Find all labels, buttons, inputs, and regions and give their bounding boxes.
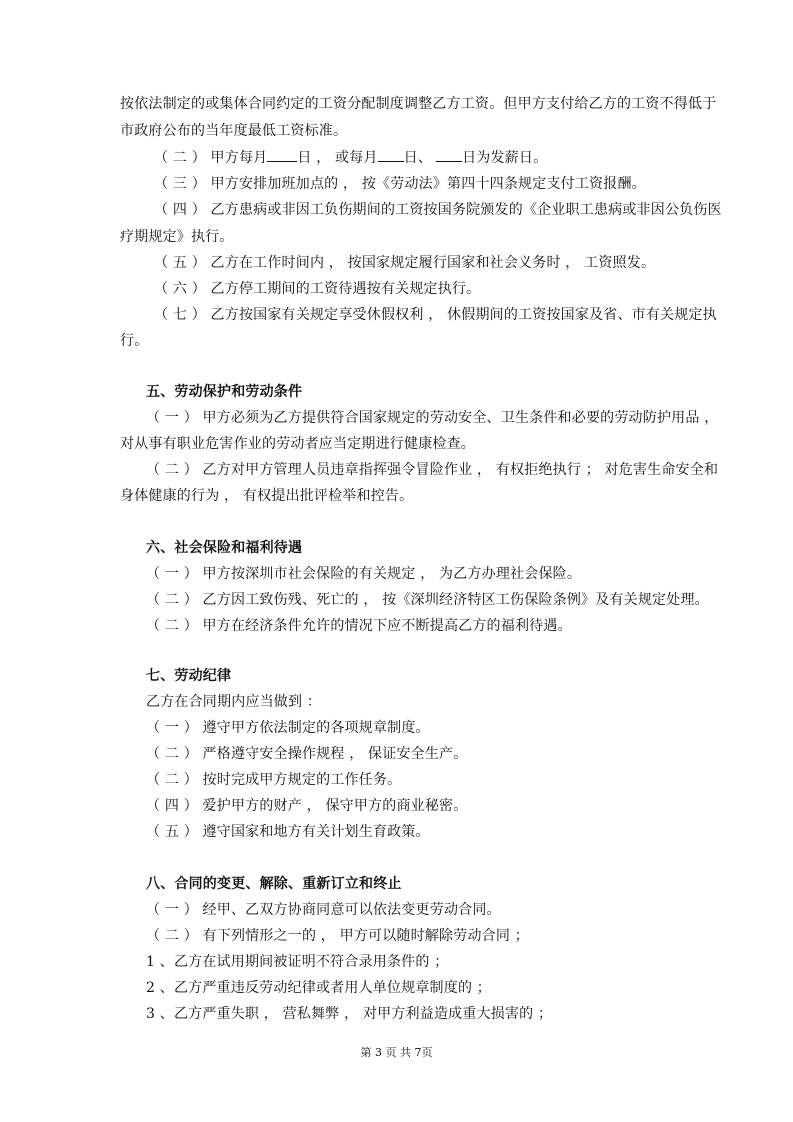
clause-overtime: （ 三 ） 甲方安排加班加点的 ， 按《劳动法》第四十四条规定支付工资报酬。 <box>154 176 646 192</box>
clause-text: （ 二 ） 严格遵守安全操作规程 ， 保证安全生产。 <box>146 746 468 762</box>
body-line: 按依法制定的或集体合同约定的工资分配制度调整乙方工资。但甲方支付给乙方的工资不得低于 <box>120 96 717 112</box>
clause-text: （ 一 ） 经甲、乙双方协商同意可以依法变更劳动合同。 <box>146 902 501 918</box>
clause-text: 3 、乙方严重失职 ， 营私舞弊 ， 对甲方利益造成重大损害的 ； <box>146 1006 553 1022</box>
page-footer: 第 3 页 共 7页 <box>360 1046 433 1059</box>
clause-text: （ 四 ） 爱护甲方的财产 ， 保守甲方的商业秘密。 <box>146 798 468 814</box>
body-line: 对从事有职业危害作业的劳动者应当定期进行健康检查。 <box>120 436 475 452</box>
clause-text: （ 二 ） 甲方在经济条件允许的情况下应不断提高乙方的福利待遇。 <box>146 618 572 634</box>
clause-text: （ 一 ） 遵守甲方依法制定的各项规章制度。 <box>146 720 430 736</box>
clause-text: （ 五 ） 遵守国家和地方有关计划生育政策。 <box>146 824 430 840</box>
section-heading: 八、合同的变更、解除、重新订立和终止 <box>146 876 402 892</box>
clause-text: （ 二 ） 甲方每月 <box>154 150 268 166</box>
clause-social-duty: （ 五 ） 乙方在工作时间内 ， 按国家规定履行国家和社会义务时 ， 工资照发。 <box>154 255 656 271</box>
blank-underline <box>267 147 297 162</box>
body-line: 乙方在合同期内应当做到 ： <box>146 694 322 710</box>
clause-text: 日 ， 或每月 <box>297 150 378 166</box>
clause-text: 2 、乙方严重违反劳动纪律或者用人单位规章制度的 ； <box>146 980 492 996</box>
clause-text: 日为发薪日。 <box>462 150 548 166</box>
clause-payday <box>154 147 547 168</box>
body-line: 疗期规定》执行。 <box>120 229 234 245</box>
clause-text: （ 二 ） 有下列情形之一的 ， 甲方可以随时解除劳动合同 ； <box>146 928 529 944</box>
clause-leave: （ 七 ） 乙方按国家有关规定享受休假权利 ， 休假期间的工资按国家及省、市有关规定执 <box>154 307 717 323</box>
section-heading: 六、社会保险和福利待遇 <box>146 540 303 556</box>
section-heading: 七、劳动纪律 <box>146 668 232 684</box>
blank-underline <box>436 147 462 162</box>
body-line: 身体健康的行为 ， 有权提出批评检举和控告。 <box>120 488 414 504</box>
clause-text: （ 二 ） 乙方因工致伤残、死亡的 ， 按《深圳经济特区工伤保险条例》及有关规定处理。 <box>146 592 709 608</box>
clause-text: （ 二 ） 按时完成甲方规定的工作任务。 <box>146 772 402 788</box>
section-heading: 五、劳动保护和劳动条件 <box>146 384 303 400</box>
clause-text: （ 二 ） 乙方对甲方管理人员违章指挥强令冒险作业 ， 有权拒绝执行 ； 对危害生命安全和 <box>146 462 719 478</box>
clause-sick-pay: （ 四 ） 乙方患病或非因工负伤期间的工资按国务院颁发的《企业职工患病或非因公负伤医 <box>154 202 722 218</box>
blank-underline <box>378 147 404 162</box>
clause-text: （ 一 ） 甲方必须为乙方提供符合国家规定的劳动安全、卫生条件和必要的劳动防护用品 ， <box>146 410 719 426</box>
clause-suspension: （ 六 ） 乙方停工期间的工资待遇按有关规定执行。 <box>154 281 481 297</box>
body-line: 行。 <box>120 333 149 349</box>
clause-text: （ 一 ） 甲方按深圳市社会保险的有关规定 ， 为乙方办理社会保险。 <box>146 566 582 582</box>
body-line: 市政府公布的当年度最低工资标准。 <box>120 123 348 139</box>
clause-text: 日、 <box>403 150 433 166</box>
clause-text: 1 、乙方在试用期间被证明不符合录用条件的 ； <box>146 954 449 970</box>
